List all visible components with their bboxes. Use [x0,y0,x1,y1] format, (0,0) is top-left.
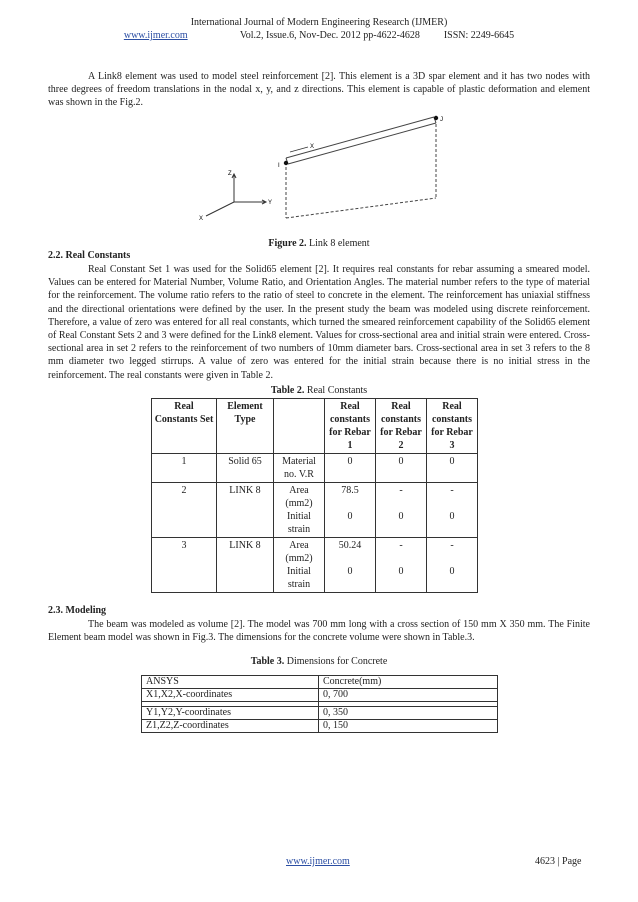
header-url-link[interactable]: www.ijmer.com [123,30,188,41]
real-constants-table [151,398,478,593]
footer-url-link[interactable]: www.ijmer.com [286,856,350,867]
table-cell: 50.24 0 [325,538,376,593]
section-23-body: The beam was modeled as volume [2]. The model was 700 mm long with a cross section of 150 mm X 350 mm. The Finite Element beam model was shown in Fig.3. The dimensions for the concrete volume were shown in Table.3. [48,619,590,644]
table-cell: 0, 350 [319,707,498,720]
table-cell: 0 [325,454,376,483]
table-row [142,720,498,733]
link8-figure [190,112,450,232]
table-cell: 0, 700 [319,689,498,702]
table-cell: Area (mm2) Initial strain [274,538,325,593]
axis-x-label: X [199,216,204,222]
table-cell: X1,X2,X-coordinates [142,689,319,702]
table-cell: Y1,Y2,Y-coordinates [142,707,319,720]
concrete-dimensions-table [141,675,498,733]
table-row [152,538,478,593]
header-issn: ISSN: 2249-6645 [443,30,515,41]
table-header-cell: ANSYS [142,676,319,689]
table-cell: LINK 8 [217,483,274,538]
table-cell: 0 [427,454,478,483]
table-header-row [152,399,478,454]
table-cell: Z1,Z2,Z-coordinates [142,720,319,733]
table-cell: 0, 150 [319,720,498,733]
table-cell: 2 [152,483,217,538]
node-j-label: J [440,117,443,123]
table-cell: 0 [376,454,427,483]
table-cell: LINK 8 [217,538,274,593]
table2-caption: Table 2. Real Constants [270,385,368,396]
intro-paragraph: A Link8 element was used to model steel reinforcement [2]. This element is a 3D spar element and it has two nodes with three degrees of freedom translations in the nodal x, y, and z directions. This element is capable of plastic deformation and element was shown in the Fig.2. [48,71,590,109]
table-header-cell: Real constants for Rebar 3 [427,399,478,454]
figure2-caption: Figure 2. Link 8 element [268,238,370,249]
section-23-heading: 2.3. Modeling [48,605,107,616]
local-x-arrow [290,147,308,152]
global-axes [206,174,266,216]
section-22-body: Real Constant Set 1 was used for the Solid65 element [2]. It requires real constants for rebar assuming a smeared model. Values can be entered for Material Number, Volume Ratio, and Orientation Angles. The material number refers to the type of material for the reinforcement. The volume ratio refers to the ratio of steel to concrete in the element. The reinforcement has uniaxial stiffness and the directional orientations were defined by the user. In the present study the beam was modeled using discrete reinforcement. Therefore, a value of zero was entered for all real constants, which turned the smeared reinforcement capability of the Solid65 element of Real Constant Sets 2 and 3 were defined for the Link8 element. Values for cross-sectional area and initial strain were entered. Cross-sectional area in set 2 refers to the reinforcement of two numbers of 10mm diameter bars. Cross-sectional area in set 3 refers to the 8 mm diameter two legged stirrups. A value of zero was entered for the initial strain because there is no initial stress in the reinforcement. The real constants were given in Table 2. [48,264,590,381]
link8-element-bar [286,117,436,164]
table-cell: 3 [152,538,217,593]
table-cell: - 0 [427,483,478,538]
table-cell: Solid 65 [217,454,274,483]
table-header-cell: Concrete(mm) [319,676,498,689]
table-row [142,689,498,702]
node-j [434,116,438,120]
page-header [0,16,638,42]
table-cell: Material no. V.R [274,454,325,483]
table-header-cell: Real Constants Set [152,399,217,454]
projection-lines [286,124,436,218]
axis-z-label: Z [228,171,232,177]
table-cell: 1 [152,454,217,483]
table-cell: - 0 [376,483,427,538]
table-cell: - 0 [376,538,427,593]
axis-y-label: Y [268,200,273,206]
journal-title: International Journal of Modern Engineering Research (IJMER) [190,17,448,28]
table-header-row [142,676,498,689]
table-header-cell: Real constants for Rebar 2 [376,399,427,454]
table-header-cell: Element Type [217,399,274,454]
node-i [284,161,288,165]
node-i-label: I [278,163,280,169]
table3-caption: Table 3. Dimensions for Concrete [250,656,388,667]
local-x-label: X [310,144,315,150]
page-number: 4623 | Page [535,856,582,867]
section-22-heading: 2.2. Real Constants [48,250,131,261]
table-cell: 78.5 0 [325,483,376,538]
header-volume: Vol.2, Issue.6, Nov-Dec. 2012 pp-4622-4628 [239,30,420,41]
table-row [152,483,478,538]
table-row [152,454,478,483]
table-cell: Area (mm2) Initial strain [274,483,325,538]
table-header-cell [274,399,325,454]
table-row [142,707,498,720]
table-cell: - 0 [427,538,478,593]
table-header-cell: Real constants for Rebar 1 [325,399,376,454]
